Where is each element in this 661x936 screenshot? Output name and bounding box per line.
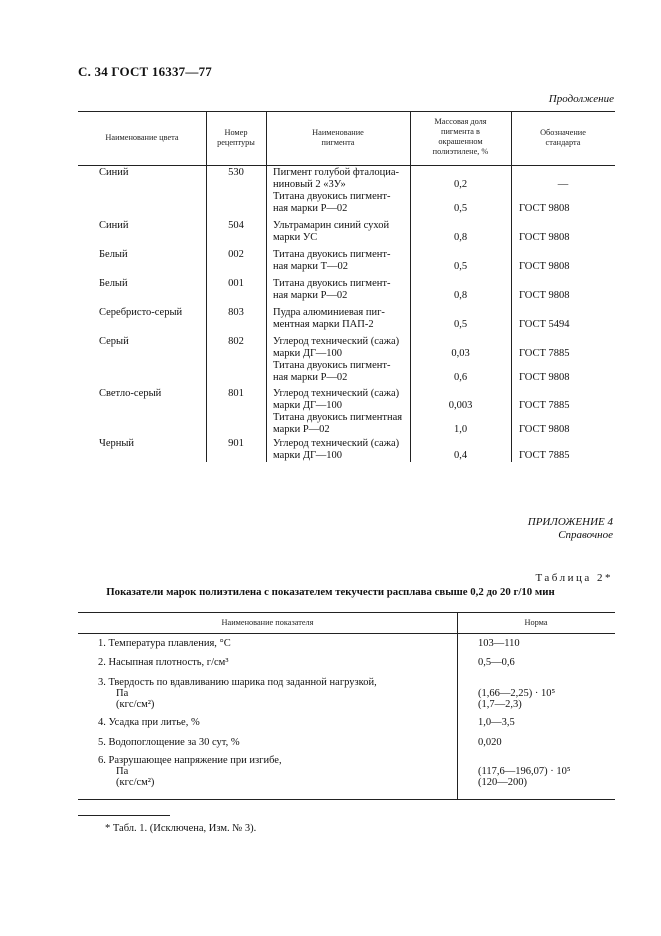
- row-pigment-line: Углерод технический (сажа): [273, 388, 400, 399]
- header-line: Номер: [224, 128, 248, 137]
- header-line: полиэтилене, %: [432, 147, 489, 156]
- row-pigment-line: Титана двуокись пигмент-: [273, 360, 391, 371]
- row-mass-value: 0,2: [453, 179, 468, 190]
- table-1-header-rule: [78, 165, 615, 166]
- col-divider: [266, 111, 267, 462]
- footnote: * Табл. 1. (Исключена, Изм. № 3).: [105, 823, 257, 834]
- indicator-line: 2. Насыпная плотность, г/см³: [98, 657, 229, 668]
- row-standard: ГОСТ 9808: [519, 290, 570, 301]
- row-mass-value: 0,5: [453, 203, 468, 214]
- table-2-number: Таблица 2*: [535, 572, 613, 584]
- row-pigment-line: Титана двуокись пигмент-: [273, 278, 391, 289]
- row-color: Серебристо-серый: [99, 307, 183, 318]
- row-mass-value: 0,003: [448, 400, 473, 411]
- table-2-bottom-rule: [78, 799, 615, 800]
- norm-value: (117,6—196,07) · 10⁵: [478, 766, 571, 777]
- norm-value: (1,7—2,3): [478, 699, 522, 710]
- norm-value: 1,0—3,5: [478, 717, 515, 728]
- row-color: Белый: [99, 278, 128, 289]
- row-pigment-line: Пудра алюминиевая пиг-: [273, 307, 385, 318]
- row-standard: ГОСТ 5494: [519, 319, 570, 330]
- row-color: Синий: [99, 220, 129, 231]
- row-standard: ГОСТ 7885: [519, 450, 570, 461]
- row-pigment-line: Ультрамарин синий сухой: [273, 220, 390, 231]
- indicator-line: 1. Температура плавления, °С: [98, 638, 231, 649]
- header-line: Наименование цвета: [105, 133, 179, 142]
- indicator-line: (кгс/см²): [116, 699, 155, 710]
- row-standard: ГОСТ 9808: [519, 372, 570, 383]
- indicator-line: 5. Водопоглощение за 30 сут, %: [98, 737, 240, 748]
- row-recipe: 504: [228, 220, 244, 231]
- row-standard: —: [557, 179, 569, 190]
- appendix-heading: [528, 516, 613, 542]
- row-pigment-line: марки ДГ—100: [273, 400, 343, 411]
- header-line: Обозначение: [540, 128, 586, 137]
- table-1-top-rule: [78, 111, 615, 112]
- row-recipe: 803: [228, 307, 244, 318]
- header-line: рецептуры: [217, 138, 255, 147]
- header-line: пигмента: [321, 138, 355, 147]
- indicator-line: Па: [116, 766, 129, 777]
- row-standard: ГОСТ 7885: [519, 400, 570, 411]
- row-standard: ГОСТ 9808: [519, 261, 570, 272]
- row-pigment-line: марки ДГ—100: [273, 450, 343, 461]
- row-pigment-line: Углерод технический (сажа): [273, 336, 400, 347]
- row-recipe: 802: [228, 336, 244, 347]
- row-pigment-line: ная марки Р—02: [273, 290, 348, 301]
- header-color-name: [78, 133, 206, 143]
- indicator-line: 4. Усадка при литье, %: [98, 717, 200, 728]
- header-line: Наименование: [312, 128, 364, 137]
- row-pigment-line: марки УС: [273, 232, 318, 243]
- page-header: С. 34 ГОСТ 16337—77: [78, 64, 212, 79]
- row-mass-value: 0,5: [453, 261, 468, 272]
- row-mass-value: 0,03: [451, 348, 470, 359]
- table-2-top-rule: [78, 612, 615, 613]
- row-mass-value: 0,8: [453, 232, 468, 243]
- row-pigment-line: ментная марки ПАП-2: [273, 319, 374, 330]
- row-recipe: 901: [228, 438, 244, 449]
- row-standard: ГОСТ 9808: [519, 232, 570, 243]
- header-line: Массовая доля: [434, 117, 487, 126]
- row-mass-value: 0,5: [453, 319, 468, 330]
- indicator-line: 3. Твердость по вдавливанию шарика под заданной нагрузкой,: [98, 677, 377, 688]
- norm-value: 0,5—0,6: [478, 657, 515, 668]
- header-line: пигмента в: [441, 127, 480, 136]
- row-color: Серый: [99, 336, 129, 347]
- row-pigment-line: Титана двуокись пигмент-: [273, 249, 391, 260]
- header-line: стандарта: [545, 138, 581, 147]
- norm-value: (120—200): [478, 777, 527, 788]
- header-indicator: Наименование показателя: [221, 618, 314, 627]
- table-2-title: Показатели марок полиэтилена с показателем текучести расплава свыше 0,2 до 20 г/10 мин: [106, 586, 555, 598]
- indicator-line: Па: [116, 688, 129, 699]
- header-norm: Норма: [524, 618, 548, 627]
- row-pigment-line: ниновый 2 «3У»: [273, 179, 346, 190]
- row-pigment-line: ная марки Р—02: [273, 372, 348, 383]
- row-recipe: 001: [228, 278, 244, 289]
- norm-value: 0,020: [478, 737, 502, 748]
- row-color: Синий: [99, 167, 129, 178]
- row-recipe: 002: [228, 249, 244, 260]
- table-2-header-rule: [78, 633, 615, 634]
- row-pigment-line: марки ДГ—100: [273, 348, 343, 359]
- row-recipe: 801: [228, 388, 244, 399]
- row-mass-value: 0,8: [453, 290, 468, 301]
- continuation-label: Продолжение: [548, 93, 614, 105]
- row-pigment-line: ная марки Р—02: [273, 203, 348, 214]
- row-pigment-line: Пигмент голубой фталоциа-: [273, 167, 400, 178]
- norm-value: (1,66—2,25) · 10⁵: [478, 688, 556, 699]
- row-mass-value: 1,0: [453, 424, 468, 435]
- indicator-line: (кгс/см²): [116, 777, 155, 788]
- row-recipe: 530: [228, 167, 244, 178]
- row-standard: ГОСТ 9808: [519, 203, 570, 214]
- row-pigment-line: ная марки Т—02: [273, 261, 348, 272]
- footnote-rule: [78, 815, 170, 816]
- header-mass-fraction: [410, 117, 511, 157]
- row-standard: ГОСТ 9808: [519, 424, 570, 435]
- appendix-subtitle: Справочное: [558, 529, 613, 541]
- col-divider: [457, 612, 458, 799]
- row-mass-value: 0,4: [453, 450, 468, 461]
- col-divider: [511, 111, 512, 462]
- norm-value: 103—110: [478, 638, 520, 649]
- header-line: окрашенном: [438, 137, 483, 146]
- row-pigment-line: марки Р—02: [273, 424, 330, 435]
- indicator-line: 6. Разрушающее напряжение при изгибе,: [98, 755, 282, 766]
- header-pigment: [266, 128, 410, 148]
- row-pigment-line: Титана двуокись пигмент-: [273, 191, 391, 202]
- row-mass-value: 0,6: [453, 372, 468, 383]
- row-pigment-line: Углерод технический (сажа): [273, 438, 400, 449]
- row-color: Светло-серый: [99, 388, 162, 399]
- row-pigment-line: Титана двуокись пигментная: [273, 412, 403, 423]
- row-color: Белый: [99, 249, 128, 260]
- row-color: Черный: [99, 438, 135, 449]
- appendix-title: ПРИЛОЖЕНИЕ 4: [527, 516, 613, 528]
- header-standard: [511, 128, 615, 148]
- header-recipe-no: [206, 128, 266, 148]
- row-standard: ГОСТ 7885: [519, 348, 570, 359]
